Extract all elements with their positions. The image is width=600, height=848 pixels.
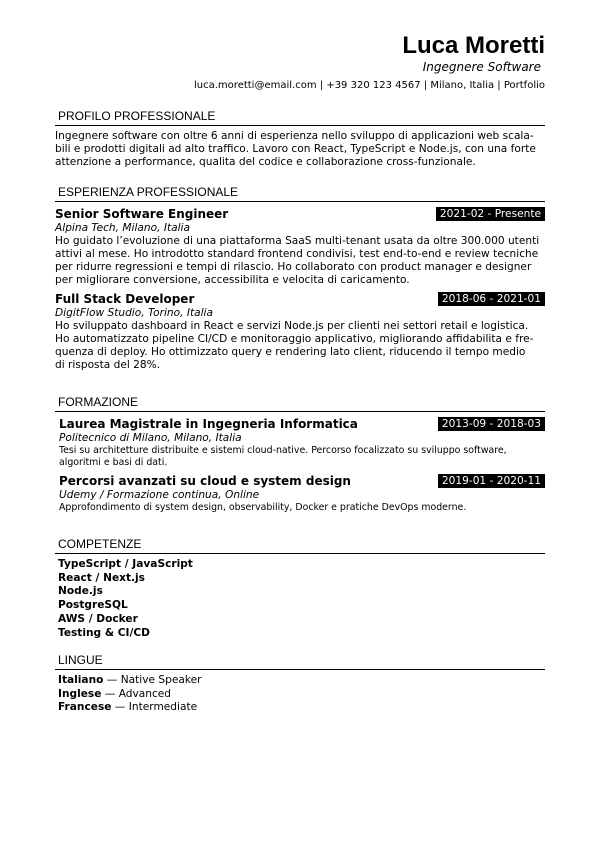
contact-location: Milano, Italia	[430, 80, 495, 91]
language-item	[58, 701, 545, 715]
experience-entry	[55, 206, 545, 287]
person-name: Luca Moretti	[402, 32, 545, 59]
language-item	[58, 674, 545, 688]
text-line: quenza di deploy. Ho ottimizzato query e rendering lato client, riducendo il tempo medio	[55, 346, 526, 358]
contact-separator: |	[420, 80, 431, 91]
skill-item: Testing & CI/CD	[58, 626, 150, 639]
languages-section	[55, 652, 545, 715]
person-role: Ingegnere Software	[422, 60, 541, 74]
experience-entry	[55, 291, 545, 372]
contact-separator: |	[316, 80, 327, 91]
company-name: Alpina Tech, Milano, Italia	[55, 222, 190, 234]
school-name: Politecnico di Milano, Milano, Italia	[59, 432, 242, 444]
resume-header	[65, 32, 545, 92]
text-line: bili e prodotti digitali ad alto traffico. Lavoro con React, TypeScript e Node.js, con una forte	[55, 143, 536, 155]
education-entry	[55, 473, 545, 514]
skills-section	[55, 536, 545, 640]
language-level: — Advanced	[101, 687, 172, 700]
languages-list	[55, 674, 545, 715]
date-badge: 2019-01 - 2020-11	[438, 474, 545, 488]
text-line: Ho sviluppato dashboard in React e servizi Node.js per clienti nei settori retail e logistica.	[55, 320, 529, 332]
entry-header	[55, 416, 545, 432]
text-line: attivi al mese. Ho introdotto standard frontend condivisi, test end-to-end e review tecniche	[55, 248, 539, 260]
education-section	[55, 394, 545, 514]
section-title: ESPERIENZA PROFESSIONALE	[55, 184, 545, 202]
skill-item: React / Next.js	[58, 571, 145, 584]
skills-list	[55, 558, 545, 640]
profile-text	[55, 130, 545, 169]
language-level: — Intermediate	[111, 701, 198, 714]
section-title: LINGUE	[55, 652, 545, 670]
education-description	[55, 445, 545, 469]
language-name: Francese	[58, 701, 112, 714]
contact-phone: +39 320 123 4567	[326, 80, 421, 91]
text-line: per migliorare conversione, accessibilita e velocita di caricamento.	[55, 274, 410, 286]
entry-header	[55, 473, 545, 489]
skill-item: PostgreSQL	[58, 599, 128, 612]
skill-item: Node.js	[58, 585, 103, 598]
job-description	[55, 320, 545, 372]
text-line: per ridurre regressioni e tempi di rilascio. Ho collaborato con product manager e designer	[55, 261, 532, 273]
job-title: Full Stack Developer	[55, 292, 195, 306]
school-name: Udemy / Formazione continua, Online	[59, 489, 260, 501]
section-title: PROFILO PROFESSIONALE	[55, 108, 545, 126]
education-entry	[55, 416, 545, 469]
text-line: Ho automatizzato pipeline CI/CD e monitoraggio applicativo, migliorando affidabilita e fre-	[55, 333, 534, 345]
date-badge: 2013-09 - 2018-03	[438, 417, 545, 431]
entry-header	[55, 291, 545, 307]
job-title: Senior Software Engineer	[55, 207, 229, 221]
contact-portfolio-link[interactable]: Portfolio	[503, 80, 545, 91]
skill-item: TypeScript / JavaScript	[58, 558, 193, 570]
entry-header	[55, 206, 545, 222]
language-name: Inglese	[58, 687, 102, 700]
date-badge: 2018-06 - 2021-01	[438, 292, 545, 306]
job-description	[55, 235, 545, 287]
text-line: Tesi su architetture distribuite e sistemi cloud-native. Percorso focalizzato su sviluppo software,	[59, 445, 507, 456]
degree-title: Percorsi avanzati su cloud e system design	[59, 474, 351, 488]
profile-section	[55, 108, 545, 169]
text-line: di risposta del 28%.	[55, 359, 161, 371]
skill-item: AWS / Docker	[58, 612, 138, 625]
language-level: — Native Speaker	[103, 674, 202, 686]
text-line: algoritmi e basi di dati.	[59, 457, 168, 468]
degree-title: Laurea Magistrale in Ingegneria Informatica	[59, 417, 358, 431]
contact-email[interactable]: luca.moretti@email.com	[194, 80, 317, 91]
date-badge: 2021-02 - Presente	[436, 207, 545, 221]
education-description	[55, 502, 545, 514]
section-title: COMPETENZE	[55, 536, 545, 554]
text-line: Ho guidato l’evoluzione di una piattaforma SaaS multi-tenant usata da oltre 300.000 utenti	[55, 235, 540, 247]
experience-section	[55, 184, 545, 372]
contact-line	[65, 79, 545, 92]
text-line: attenzione a performance, qualita del codice e collaborazione cross-funzionale.	[55, 156, 476, 168]
text-line: Approfondimento di system design, observability, Docker e pratiche DevOps moderne.	[59, 502, 467, 513]
language-item	[58, 688, 545, 702]
company-name: DigitFlow Studio, Torino, Italia	[55, 307, 213, 319]
contact-separator: |	[494, 80, 504, 91]
section-title: FORMAZIONE	[55, 394, 545, 412]
text-line: Ingegnere software con oltre 6 anni di esperienza nello sviluppo di applicazioni web scala-	[55, 130, 534, 142]
language-name: Italiano	[58, 674, 104, 686]
